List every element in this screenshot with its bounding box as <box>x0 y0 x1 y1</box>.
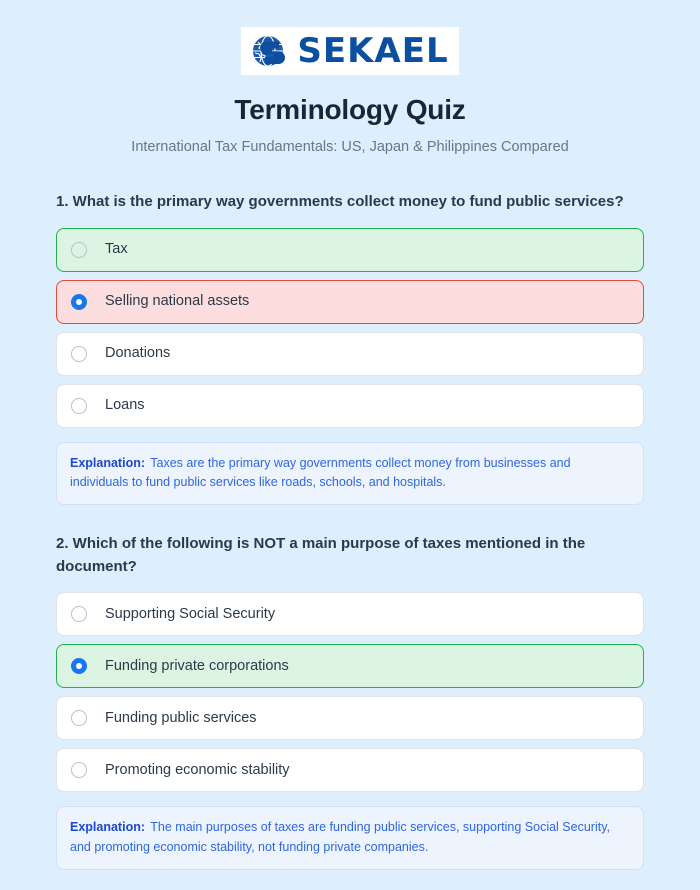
radio-icon[interactable] <box>71 710 87 726</box>
radio-icon[interactable] <box>71 398 87 414</box>
radio-icon[interactable] <box>71 242 87 258</box>
option-label: Selling national assets <box>105 293 250 310</box>
explanation-text: The main purposes of taxes are funding public services, supporting Social Security, and promoting economic stability, not funding private companies. <box>70 820 610 854</box>
explanation-box <box>56 442 644 506</box>
logo-wordmark: SEKAEL <box>297 31 449 71</box>
radio-icon[interactable] <box>71 294 87 310</box>
option-row[interactable] <box>56 748 644 792</box>
option-row[interactable] <box>56 228 644 272</box>
question-block-2 <box>56 533 644 870</box>
options-list <box>56 592 644 792</box>
page-header <box>0 0 700 155</box>
question-text: 2. Which of the following is NOT a main purpose of taxes mentioned in the document? <box>56 535 586 575</box>
option-row[interactable] <box>56 696 644 740</box>
option-label: Loans <box>105 397 145 414</box>
questions-container <box>0 191 700 870</box>
option-row[interactable] <box>56 280 644 324</box>
option-label: Tax <box>105 241 128 258</box>
option-row[interactable] <box>56 592 644 636</box>
explanation-label: Explanation: <box>70 820 146 835</box>
page-title: Terminology Quiz <box>234 94 466 125</box>
option-label: Supporting Social Security <box>105 606 276 622</box>
option-label: Funding private corporations <box>105 658 289 674</box>
radio-icon[interactable] <box>71 762 87 778</box>
radio-icon[interactable] <box>71 346 87 362</box>
explanation-box <box>56 806 644 870</box>
option-row[interactable] <box>56 384 644 428</box>
page-subtitle: International Tax Fundamentals: US, Japan & Philippines Compared <box>131 139 569 155</box>
explanation-text: Taxes are the primary way governments collect money from businesses and individuals to fund public services like roads, schools, and hospitals. <box>70 455 571 489</box>
radio-icon[interactable] <box>71 606 87 622</box>
option-row[interactable] <box>56 644 644 688</box>
option-label: Promoting economic stability <box>105 762 290 778</box>
sekael-globe-logo-icon <box>249 31 289 71</box>
radio-icon[interactable] <box>71 658 87 674</box>
option-label: Funding public services <box>105 710 257 726</box>
option-row[interactable] <box>56 332 644 376</box>
logo-container <box>241 27 458 75</box>
option-label: Donations <box>105 345 171 362</box>
question-block-1 <box>56 191 644 505</box>
question-text: 1. What is the primary way governments collect money to fund public services? <box>56 193 624 210</box>
explanation-label: Explanation: <box>70 455 146 470</box>
options-list <box>56 228 644 428</box>
